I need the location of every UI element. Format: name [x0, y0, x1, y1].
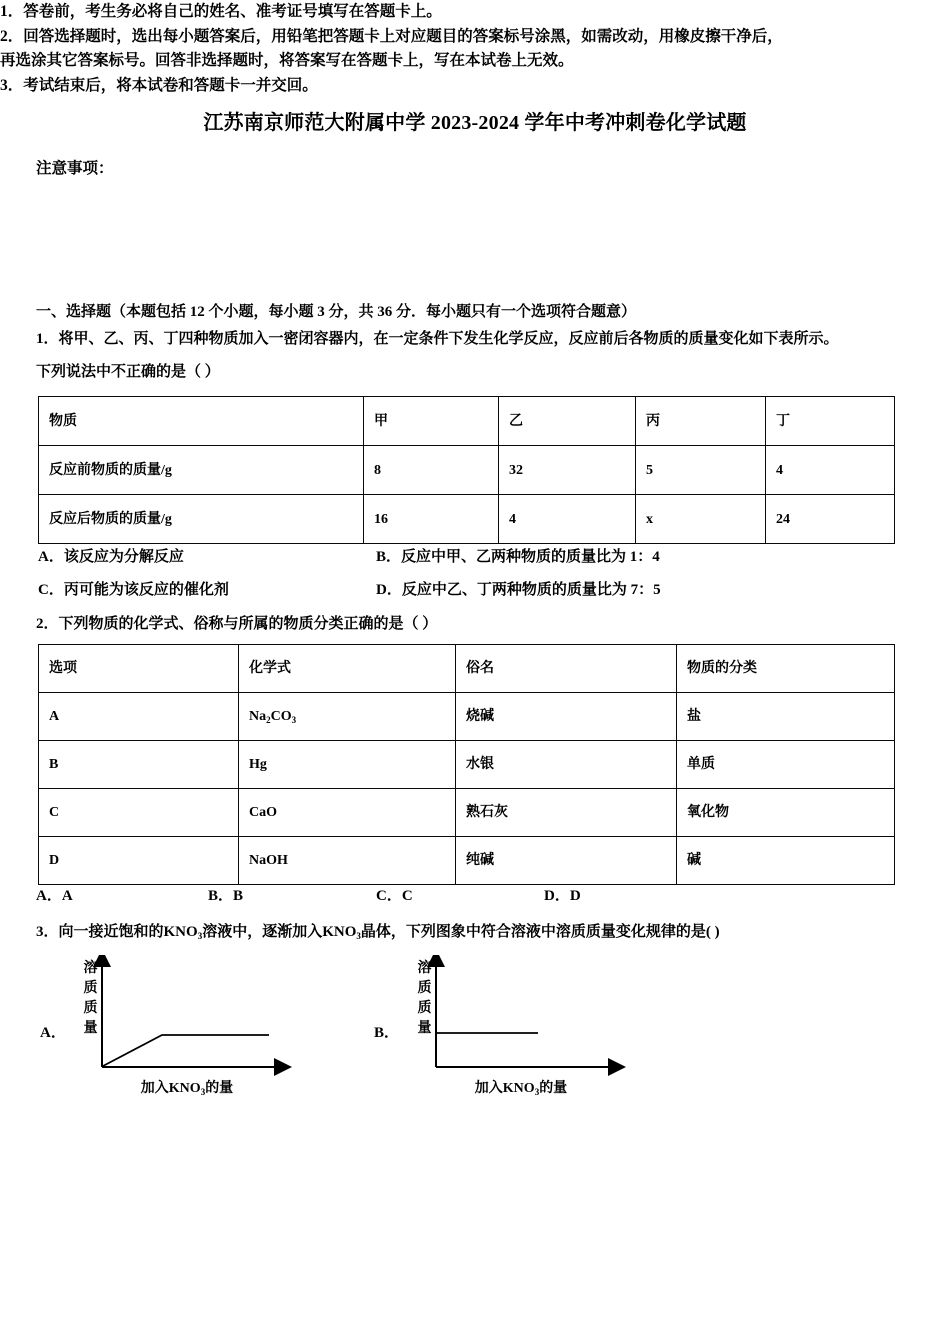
- page-title: 江苏南京师范大附属中学 2023-2024 学年中考冲刺卷化学试题: [203, 112, 747, 134]
- row-b-common-name: 水银: [456, 741, 677, 789]
- question-2-option-a[interactable]: A．A: [36, 888, 73, 904]
- question-2-options-row: [36, 884, 916, 906]
- row-b-formula: Hg: [239, 741, 456, 789]
- formula-part: CO: [270, 708, 292, 724]
- table-row: [39, 741, 895, 789]
- header-common-name: 俗名: [456, 645, 677, 693]
- formula-subscript: 2: [266, 714, 271, 725]
- question-3-formula: KNO: [322, 924, 357, 940]
- notes-list: [0, 0, 890, 98]
- row-c-formula: CaO: [239, 789, 456, 837]
- question-1-option-d[interactable]: D．反应中乙、丁两种物质的质量比为 7：5: [376, 582, 661, 598]
- row-a-common-name: 烧碱: [456, 693, 677, 741]
- cell-before-bing: 5: [636, 446, 766, 495]
- table-row: [39, 693, 895, 741]
- table-row: [39, 397, 895, 446]
- notes-heading: 注意事项：: [36, 160, 114, 177]
- graph-a-plot: [94, 955, 309, 1077]
- header-formula: 化学式: [239, 645, 456, 693]
- header-category: 物质的分类: [677, 645, 895, 693]
- row-a-formula: [239, 693, 456, 741]
- notes-item-1: 1．答卷前，考生务必将自己的姓名、准考证号填写在答题卡上。: [0, 3, 442, 20]
- question-2-option-d[interactable]: D．D: [544, 888, 581, 904]
- row-b-option: B: [39, 741, 239, 789]
- section-heading: 一、选择题（本题包括 12 个小题，每小题 3 分，共 36 分．每小题只有一个选项符合题意）: [36, 304, 637, 320]
- formula-subscript: 3: [356, 931, 361, 941]
- question-1-options-row-2: [38, 578, 918, 600]
- cell-substance-jia: 甲: [364, 397, 499, 446]
- notes-item-2: 2．回答选择题时，选出每小题答案后，用铅笔把答题卡上对应题目的答案标号涂黑，如需改动，用橡皮擦干净后，: [0, 27, 783, 45]
- question-2-text: 2．下列物质的化学式、俗称与所属的物质分类正确的是（ ）: [36, 616, 438, 632]
- row-d-option: D: [39, 837, 239, 885]
- graph-b-x-axis-label: 加入$KNO_3$的量: [474, 1081, 568, 1097]
- question-1-option-a[interactable]: A．该反应为分解反应: [38, 549, 184, 565]
- row-d-category: 碱: [677, 837, 895, 885]
- graph-b-letter: B．: [374, 1025, 400, 1041]
- notes-item-3: 再选涂其它答案标号。回答非选择题时，将答案写在答题卡上，写在本试卷上无效。: [0, 52, 574, 69]
- graph-b-y-axis-label: 溶 质 质 量: [417, 961, 432, 1036]
- question-1-prompt: 下列说法中不正确的是（ ）: [36, 364, 220, 380]
- cell-after-ding: 24: [766, 495, 895, 544]
- graph-a-x-axis-label: 加入$KNO_3$的量: [140, 1081, 234, 1097]
- row-b-category: 单质: [677, 741, 895, 789]
- graph-a-curve: [103, 1035, 269, 1066]
- table-header-row: [39, 645, 895, 693]
- cell-after-bing: x: [636, 495, 766, 544]
- row-c-category: 氧化物: [677, 789, 895, 837]
- question-2-option-b[interactable]: B．B: [208, 888, 244, 904]
- question-3-text-part: 晶体，下列图象中符合溶液中溶质质量变化规律的是( ): [360, 924, 720, 940]
- question-1-option-c[interactable]: C．丙可能为该反应的催化剂: [38, 582, 229, 598]
- notes-item-4: 3．考试结束后，将本试卷和答题卡一并交回。: [0, 76, 318, 94]
- cell-substance-label: 物质: [39, 397, 364, 446]
- row-c-option: C: [39, 789, 239, 837]
- cell-substance-bing: 丙: [636, 397, 766, 446]
- table-row: [39, 837, 895, 885]
- row-a-option: A: [39, 693, 239, 741]
- formula-subscript: 3: [291, 714, 297, 725]
- cell-before-ding: 4: [766, 446, 895, 495]
- cell-after-label: 反应后物质的质量/g: [39, 495, 364, 544]
- question-3-text-part: 3．向一接近饱和的: [36, 924, 164, 940]
- question-3-text: [36, 920, 720, 941]
- cell-substance-yi: 乙: [499, 397, 636, 446]
- header-option: 选项: [39, 645, 239, 693]
- table-row: [39, 446, 895, 495]
- cell-before-jia: 8: [364, 446, 499, 495]
- row-c-common-name: 熟石灰: [456, 789, 677, 837]
- row-d-common-name: 纯碱: [456, 837, 677, 885]
- question-3-graph-b[interactable]: [372, 955, 672, 1105]
- cell-after-jia: 16: [364, 495, 499, 544]
- question-2-option-c[interactable]: C．C: [376, 888, 413, 904]
- formula-part: Na: [249, 708, 267, 724]
- cell-substance-ding: 丁: [766, 397, 895, 446]
- question-1-option-b[interactable]: B．反应中甲、乙两种物质的质量比为 1：4: [376, 549, 660, 565]
- question-2-table: [38, 644, 895, 885]
- question-1-table: [38, 396, 895, 544]
- row-d-formula: NaOH: [239, 837, 456, 885]
- question-3-formula: KNO: [163, 924, 198, 940]
- cell-before-label: 反应前物质的质量/g: [39, 446, 364, 495]
- graph-b-plot: [428, 955, 643, 1077]
- table-row: [39, 495, 895, 544]
- question-3-text-part: 溶液中，逐渐加入: [202, 924, 323, 940]
- question-1-options-row-1: [38, 545, 918, 567]
- row-a-category: 盐: [677, 693, 895, 741]
- cell-after-yi: 4: [499, 495, 636, 544]
- graph-a-y-axis-label: 溶 质 质 量: [83, 961, 98, 1036]
- question-1-text: 1．将甲、乙、丙、丁四种物质加入一密闭容器内，在一定条件下发生化学反应，反应前后各物质的质量变化如下表所示。: [36, 331, 839, 347]
- formula-subscript: 3: [197, 931, 203, 941]
- question-3-graph-a[interactable]: [38, 955, 338, 1105]
- table-row: [39, 789, 895, 837]
- graph-a-letter: A．: [40, 1025, 66, 1041]
- cell-before-yi: 32: [499, 446, 636, 495]
